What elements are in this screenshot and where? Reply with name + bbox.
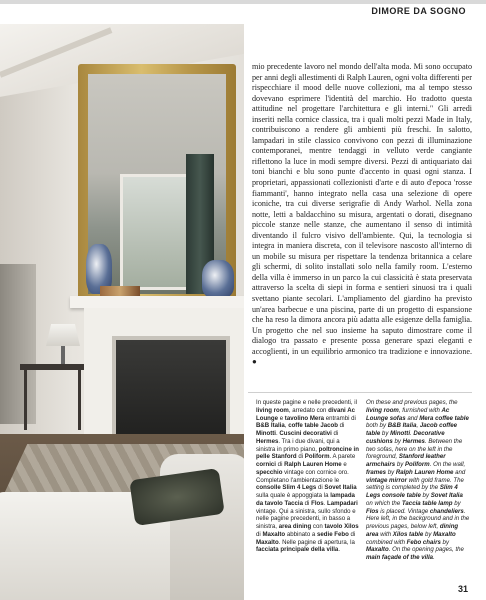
caption-bold-term: poltroncine in pelle Stanford <box>256 445 359 461</box>
console-leg <box>24 370 27 430</box>
caption-bold-term: Hermes <box>256 437 279 445</box>
caption-bold-term: Xilos table <box>392 530 424 538</box>
caption-bold-term: dining area <box>366 523 459 538</box>
caption-bold-term: cornici <box>256 461 276 468</box>
header-rule <box>0 0 486 4</box>
blue-white-jar <box>202 260 234 298</box>
page-number: 31 <box>457 584 468 594</box>
caption-bold-term: Flos <box>366 507 379 515</box>
end-mark-icon: ● <box>252 357 257 367</box>
caption-bold-term: tavolino Mera <box>284 414 325 422</box>
caption-bold-term: Flos <box>311 499 324 507</box>
caption-bold-term: Taccia table lamp <box>401 499 453 507</box>
caption-bold-term: Maxalto <box>366 546 389 554</box>
caption-bold-term: Ac Lounge sofas <box>366 406 450 422</box>
caption-bold-term: Stanford leather armchairs <box>366 453 446 468</box>
caption-bold-term: facciata principale della villa <box>256 546 339 554</box>
caption-bold-term: Cuscini decorativi <box>279 430 332 437</box>
living-room-photo <box>0 24 244 600</box>
caption-bold-term: Minotti <box>390 430 411 437</box>
caption-bold-term: coffe table Jacob <box>288 422 338 430</box>
caption-bold-term: consolle Slim 4 Legs <box>256 484 317 492</box>
console-leg <box>78 370 81 430</box>
caption-bold-term: specchio <box>256 468 283 476</box>
mantel-shelf <box>70 296 244 308</box>
article-body-text: mio precedente lavoro nel mondo dell'alta moda. Mi sono occupato per anni degli allestimenti di Ralph Lauren, ogni volta differenti per rispecchiare il mood delle nuove collezioni, ma al tempo stesso dovevano esprimere l'identità del marchio. Ho tradotto questa attitudine nel progettare l'architettura e gli interni." Gli arredi inseriti nella cornice classica, tra i quali molti pezzi Made in Italy, contribuiscono a rendere gli ambienti più freschi. In salotto, lampadari in stile classico convivono con pezzi di illuminazione contemporanei, mentre tendaggi in velluto verde cangiante riflettono la luce in modi sempre diversi. Pezzi di antiquariato dai toni bianchi e blu sono punte d'accento in quasi ogni stanza. I proprietari, appassionati collezionisti d'arte e di auto d'epoca 'rosse fiammanti', hanno integrato nella casa una selezione di opere iconiche, tra cui diverse serigrafie di Andy Warhol. Nella zona notte, letti a baldacchino su misura, argentati o dorati, disegnano piccole stanze nelle stanze, che aumentano il senso di intimità diventando il fulcro visivo dell'ambiente. Qui, la tecnologia si integra in maniera discreta, con il televisore nascosto all'interno di un mobile su misura per rispettare la tendenza britannica a celare gli schermi, di solito installati solo nella family room. L'esterno della villa è immerso in un parco la cui classicità è stata preservata attraverso la scelta di siepi in forma e sentieri sinuosi tra i quali svettano piante secolari. L'ampliamento del giardino ha previsto un'area barbecue e una piscina, parte di un progetto di espansione che ha reso la dimora ancora più adatta alle esigenze della famiglia. Un progetto che nel suo insieme ha saputo dimostrare come il dialogo tra passato e presente possa generare spazi eleganti e accoglienti, in un equilibrio armonico tra tradizione e innovazione. <box>252 62 472 356</box>
caption-bold-term: Jacob coffee table <box>366 422 458 437</box>
caption-bold-term: Poliform <box>304 453 330 461</box>
caption-bold-term: living room <box>256 406 289 414</box>
caption-box <box>248 392 472 581</box>
caption-bold-term: chandeliers <box>429 507 464 515</box>
caption-bold-term: Febo chairs <box>406 538 441 546</box>
caption-bold-term: living room <box>366 406 399 414</box>
caption-bold-term: Sovet Italia <box>430 492 463 499</box>
caption-bold-term: Maxalto <box>256 538 279 546</box>
caption-bold-term: Lampadari <box>327 499 358 507</box>
caption-bold-term: Hermes <box>402 437 425 445</box>
caption-bold-term: Ralph Lauren Home <box>284 461 342 468</box>
table-lamp-stem <box>61 346 65 366</box>
caption-english: On these and previous pages, the living room, furnished with Ac Lounge sofas and Mera coffee table both by B&B Italia, Jacob coffee table by Minotti. Decorative cushions by Hermes. Between the two sofas, here on the left in the foreground, Stanford leather armchairs by Poliform. On the wall, frames by Ralph Lauren Home and vintage mirror with gold frame. The setting is completed by the Slim 4 Legs console table by Sovet Italia on which the Taccia table lamp by Flos is placed. Vintage chandeliers. Here left, in the background and in the previous pages, below left, dining area with Xilos table by Maxalto combined with Febo chairs by Maxalto. On the opening pages, the main façade of the villa. <box>366 399 470 561</box>
caption-bold-term: Maxalto <box>433 530 456 538</box>
books-stack <box>100 286 140 296</box>
caption-bold-term: Ralph Lauren Home <box>395 468 454 476</box>
caption-bold-term: frames <box>366 468 386 476</box>
caption-bold-term: main façade of the villa <box>366 554 434 561</box>
caption-bold-term: Mera coffee table <box>419 414 469 422</box>
caption-bold-term: Decorative cushions <box>366 430 445 445</box>
caption-italian: In queste pagine e nelle precedenti, il living room, arredato con divani Ac Lounge e tavolino Mera entrambi di B&B Italia, coffe table Jacob di Minotti. Cuscini decorativi di Hermes. Tra i due divani, qui a sinistra in primo piano, poltroncine in pelle Stanford di Poliform. A parete cornici di Ralph Lauren Home e specchio vintage con cornice oro. Completano l'ambientazione le consolle Slim 4 Legs di Sovet Italia sulla quale è appoggiata la lampada da tavolo Taccia di Flos. Lampadari vintage. Qui a sinistra, sullo sfondo e nelle pagine precedenti, in basso a sinistra, area dining con tavolo Xilos di Maxalto abbinato a sedie Febo di Maxalto. Nelle pagine di apertura, la facciata principale della villa. <box>256 399 359 554</box>
caption-bold-term: Slim 4 Legs console table <box>366 484 458 499</box>
caption-bold-term: Maxalto <box>262 530 286 538</box>
caption-bold-term: tavolo Xilos <box>324 523 359 530</box>
caption-bold-term: Poliform <box>404 461 430 468</box>
caption-bold-term: B&B Italia <box>387 422 417 430</box>
caption-bold-term: area dining <box>278 523 312 530</box>
caption-bold-term: Sovet Italia <box>324 484 357 492</box>
console-table <box>20 364 84 370</box>
running-head: DIMORE DA SOGNO <box>371 6 466 16</box>
caption-bold-term: divani Ac Lounge <box>256 406 356 422</box>
table-lamp-shade <box>46 324 80 346</box>
caption-bold-term: sedie Febo <box>317 530 349 538</box>
caption-bold-term: vintage mirror <box>366 476 407 484</box>
caption-bold-term: B&B Italia <box>256 422 285 430</box>
mirror-reflected-window <box>120 174 196 290</box>
caption-bold-term: Minotti <box>256 430 276 437</box>
photo-door <box>0 264 36 424</box>
caption-bold-term: lampada da tavolo Taccia <box>256 492 355 507</box>
article-body <box>252 62 472 368</box>
